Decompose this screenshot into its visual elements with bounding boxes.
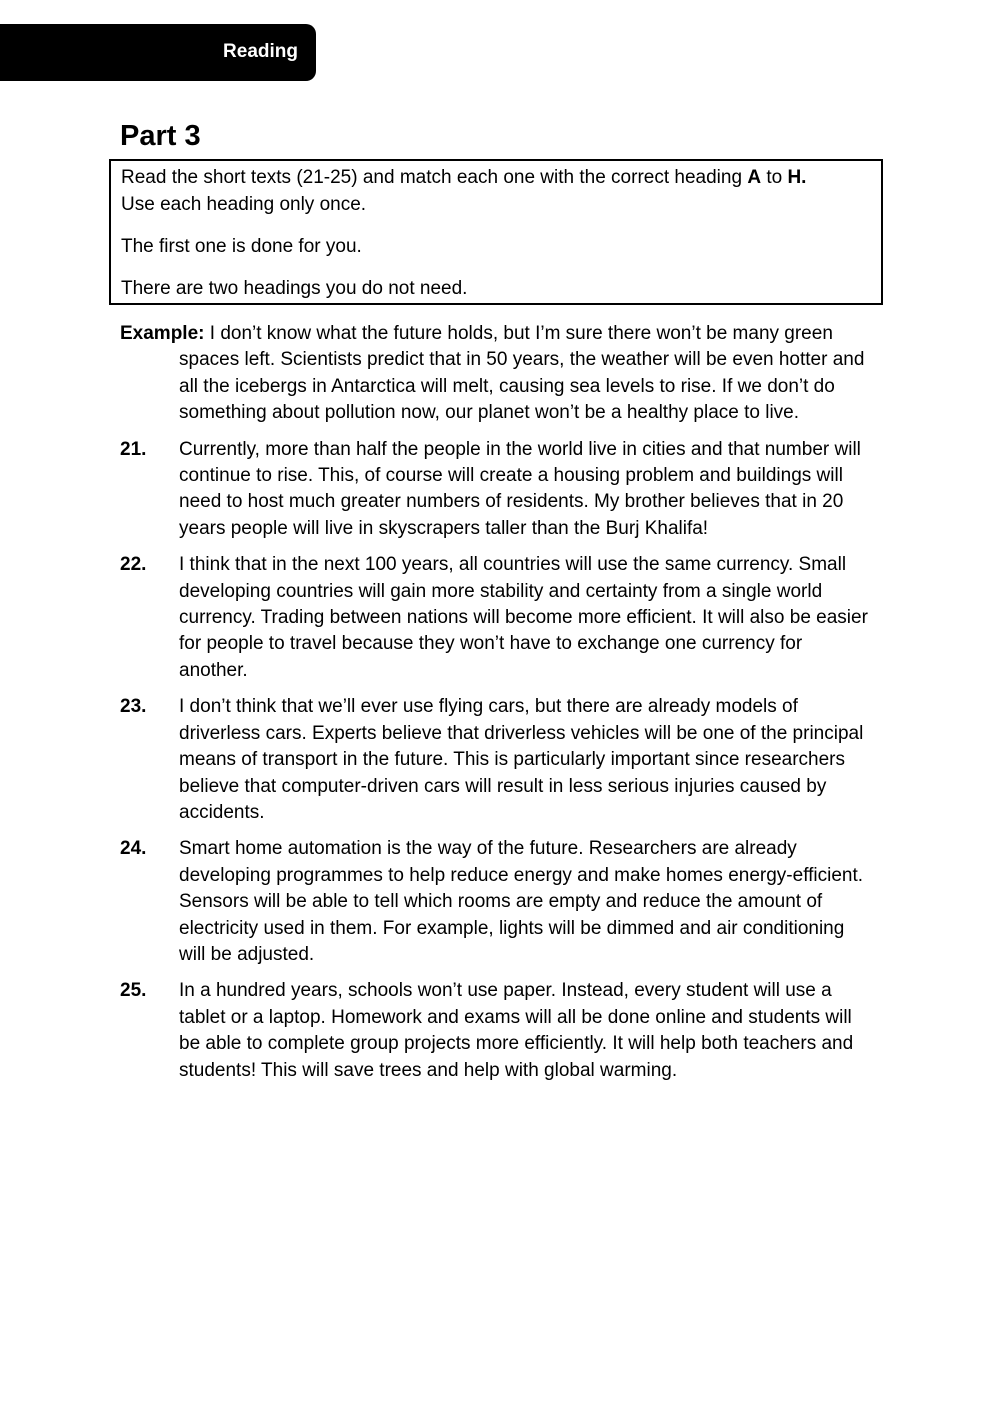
item-number: 24. <box>120 838 147 860</box>
section-tab <box>0 24 316 81</box>
example-text <box>120 321 875 427</box>
text-item <box>120 978 875 1084</box>
item-text: Smart home automation is the way of the future. Researchers are already developing programmes to help reduce energy and make homes energy-efficient. Sensors will be able to tell which rooms are empty and reduce the amount of electricity used in them. For example, lights will be dimmed and air conditioning will be adjusted. <box>179 838 864 965</box>
example-label: Example: <box>120 323 205 344</box>
text-item <box>120 694 875 826</box>
item-number: 22. <box>120 554 147 576</box>
item-text: In a hundred years, schools won’t use paper. Instead, every student will use a tablet or a laptop. Homework and exams will all be done online and students will be able to complete group projects more efficiently. It will help both teachers and students! This will save trees and help with global warming. <box>179 980 854 1081</box>
reading-texts <box>120 321 875 1094</box>
text-item <box>120 836 875 968</box>
item-number: 25. <box>120 980 147 1002</box>
item-number: 23. <box>120 696 147 718</box>
instructions-line-1 <box>121 164 871 191</box>
item-number: 21. <box>120 438 147 460</box>
example-body: I don’t know what the future holds, but I’m sure there won’t be many green spaces left. Scientists predict that in 50 years, the weather will be even hotter and all the icebergs in Antarctica will melt, causing sea levels to rise. If we don’t do something about pollution now, our planet won’t be a healthy place to live. <box>179 323 865 424</box>
heading-letter-a: A <box>747 167 762 188</box>
item-text: Currently, more than half the people in the world live in cities and that number will continue to rise. This, of course will create a housing problem and buildings will need to host much greater numbers of residents. My brother believes that in 20 years people will live in skyscrapers taller than the Burj Khalifa! <box>179 438 861 539</box>
instructions-box <box>109 159 883 305</box>
instructions-text: Read the short texts (21-25) and match each one with the correct heading <box>121 167 748 188</box>
text-item <box>120 437 875 543</box>
item-text: I don’t think that we’ll ever use flying cars, but there are already models of driverless cars. Experts believe that driverless vehicles will be one of the principal means of transport in the future. This is particularly important since researchers believe that computer-driven cars will result in less serious injuries caused by accidents. <box>179 696 864 823</box>
page-title: Part 3 <box>120 120 201 152</box>
heading-letter-h: H. <box>787 167 807 188</box>
section-tab-label: Reading <box>223 41 298 62</box>
item-text: I think that in the next 100 years, all countries will use the same currency. Small developing countries will gain more stability and certainty from a single world currency. Trading between nations will become more efficient. It will also be easier for people to travel because they won’t have to exchange one currency for another. <box>179 554 868 681</box>
instructions-line-3: The first one is done for you. <box>121 236 362 257</box>
instructions-line-2: Use each heading only once. <box>121 194 367 215</box>
instructions-line-4: There are two headings you do not need. <box>121 278 468 299</box>
text-item <box>120 552 875 684</box>
instructions-to: to <box>761 167 788 188</box>
